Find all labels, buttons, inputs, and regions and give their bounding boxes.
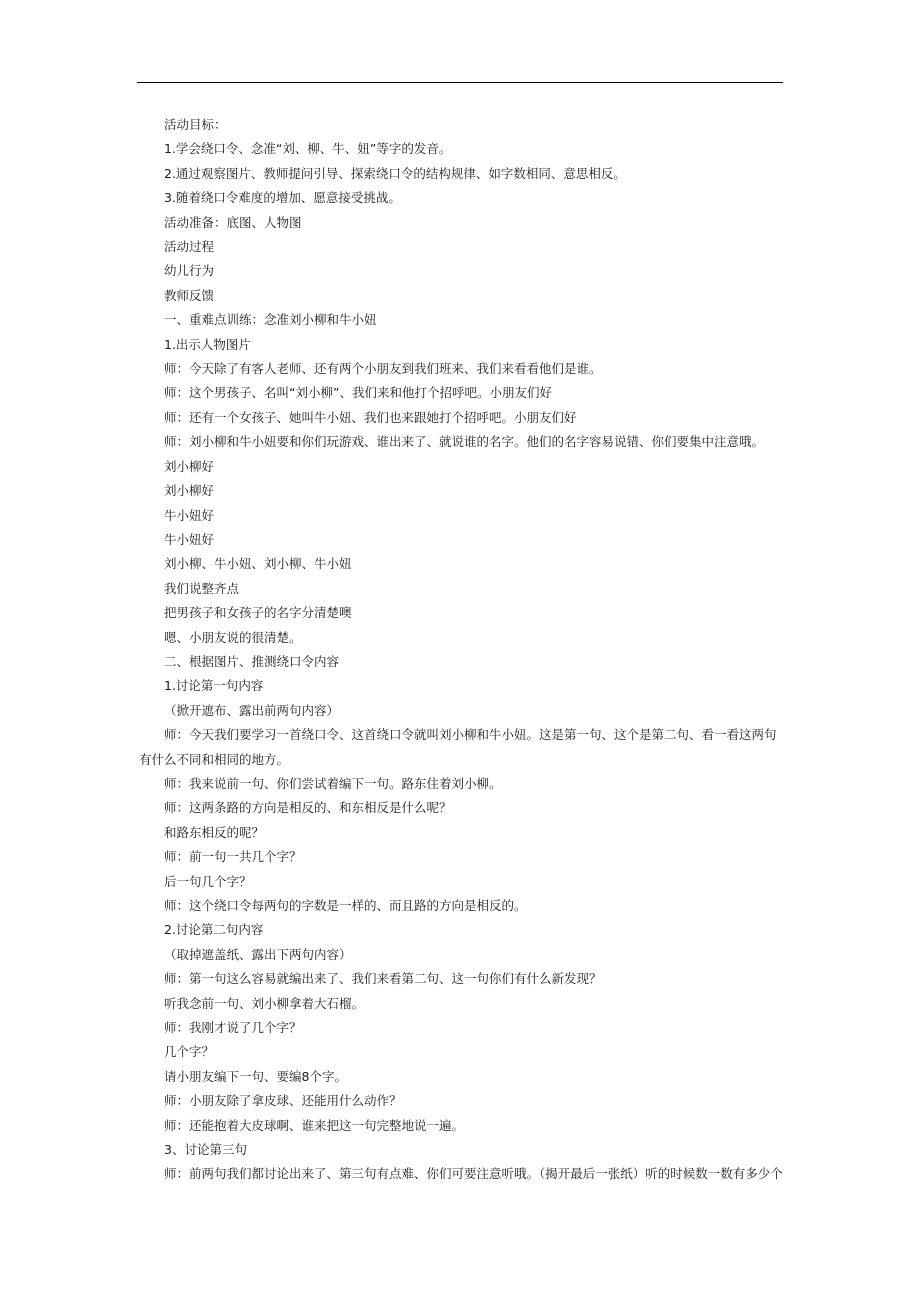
paragraph: 牛小妞好 [164, 531, 215, 547]
paragraph: 刘小柳、牛小妞、刘小柳、牛小妞 [164, 556, 352, 572]
paragraph: 师：前两句我们都讨论出来了、第三句有点难、你们可要注意听哦。（揭开最后一张纸）听的时候数一数有多少个 [164, 1166, 783, 1182]
section-heading: 一、重难点训练：念准刘小柳和牛小妞 [164, 312, 377, 328]
paragraph: 活动目标： [164, 117, 227, 132]
paragraph: （掀开遮布、露出前两句内容） [164, 702, 340, 718]
paragraph: 刘小柳好 [164, 483, 215, 499]
paragraph: 2.通过观察图片、教师提问引导、探索绕口令的结构规律、如字数相同、意思相反。 [164, 165, 626, 181]
paragraph: 师：这两条路的方向是相反的、和东相反是什么呢？ [164, 800, 452, 816]
paragraph: 幼儿行为 [164, 263, 215, 279]
paragraph: （取掉遮盖纸、露出下两句内容） [164, 946, 352, 962]
paragraph: 几个字？ [164, 1044, 215, 1060]
paragraph: 和路东相反的呢？ [164, 824, 265, 840]
paragraph: 师：还能抱着大皮球啊、谁来把这一句完整地说一遍。 [164, 1117, 465, 1133]
paragraph: 嗯、小朋友说的很清楚。 [164, 629, 302, 645]
paragraph: 师：刘小柳和牛小妞要和你们玩游戏、谁出来了、就说谁的名字。他们的名字容易说错、你们要集中注意哦。 [164, 434, 765, 450]
paragraph: 师：我刚才说了几个字？ [164, 1020, 302, 1036]
paragraph: 牛小妞好 [164, 507, 215, 523]
paragraph: 活动过程 [164, 239, 215, 255]
paragraph: 师：这个绕口令每两句的字数是一样的、而且路的方向是相反的。 [164, 898, 527, 913]
paragraph: 师：今天我们要学习一首绕口令、这首绕口令就叫刘小柳和牛小妞。这是第一句、这个是第二句、看一看这两句有什么不同和相同的地方。 [139, 727, 777, 767]
paragraph: 1.讨论第一句内容 [164, 678, 264, 694]
paragraph: 2.讨论第二句内容 [164, 922, 264, 938]
paragraph: 活动准备：底图、人物图 [164, 214, 302, 230]
header-rule [137, 82, 783, 83]
paragraph: 请小朋友编下一句、要编8个字。 [164, 1068, 347, 1084]
paragraph: 师：小朋友除了拿皮球、还能用什么动作？ [164, 1093, 402, 1109]
paragraph: 师：这个男孩子、名叫“刘小柳”、我们来和他打个招呼吧。小朋友们好 [164, 385, 552, 401]
paragraph: 师：还有一个女孩子、她叫牛小妞、我们也来跟她打个招呼吧。小朋友们好 [164, 409, 577, 425]
paragraph: 师：第一句这么容易就编出来了、我们来看第二句、这一句你们有什么新发现？ [164, 971, 602, 987]
paragraph: 教师反馈 [164, 287, 215, 303]
paragraph: 刘小柳好 [164, 458, 215, 474]
paragraph: 1.出示人物图片 [164, 336, 251, 352]
paragraph: 师：前一句一共几个字？ [164, 849, 302, 865]
section-heading: 二、根据图片、推测绕口令内容 [164, 653, 340, 669]
paragraph: 我们说整齐点 [164, 580, 240, 596]
paragraph: 3、讨论第三句 [164, 1142, 247, 1158]
document-body [139, 113, 785, 1187]
paragraph: 3.随着绕口令难度的增加、愿意接受挑战。 [164, 190, 401, 206]
paragraph: 听我念前一句、刘小柳拿着大石榴。 [164, 995, 365, 1011]
paragraph: 把男孩子和女孩子的名字分清楚噢 [164, 605, 352, 621]
paragraph: 师：我来说前一句、你们尝试着编下一句。路东住着刘小柳。 [164, 775, 502, 791]
paragraph: 后一句几个字？ [164, 873, 252, 889]
paragraph: 师：今天除了有客人老师、还有两个小朋友到我们班来、我们来看看他们是谁。 [164, 361, 602, 377]
paragraph: 1.学会绕口令、念准“刘、柳、牛、妞”等字的发音。 [164, 141, 452, 157]
